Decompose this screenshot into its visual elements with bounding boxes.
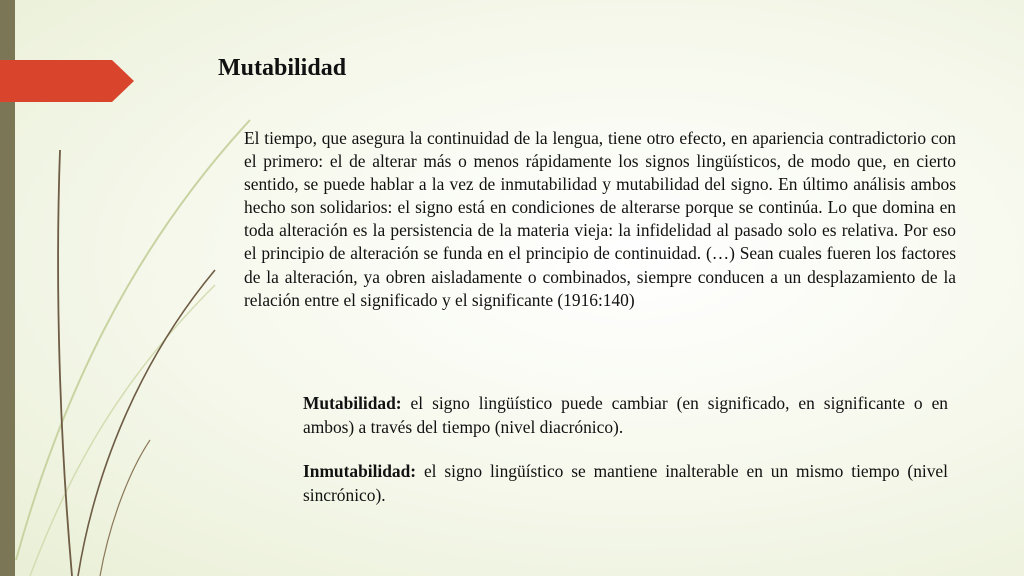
definition-text: el signo lingüístico puede cambiar (en significado, en significante o en ambos) a través del tiempo (nivel diacrónico). [303, 393, 948, 437]
accent-arrow [0, 60, 134, 102]
definition-text: el signo lingüístico se mantiene inalterable en un mismo tiempo (nivel sincrónico). [303, 461, 948, 505]
definition-inmutabilidad [303, 460, 948, 507]
stem-light-1 [16, 120, 250, 560]
stem-dark-1 [78, 270, 215, 576]
definition-term: Inmutabilidad: [303, 461, 417, 481]
quote-paragraph: El tiempo, que asegura la continuidad de la lengua, tiene otro efecto, en apariencia contradictorio con el primero: el de alterar más o menos rápidamente los signos lingüísticos, de modo que, en cierto sentido, se puede hablar a la vez de inmutabilidad y mutabilidad del signo. En último análisis ambos hecho son solidarios: el signo está en condiciones de alterarse porque se continúa. Lo que domina en toda alteración es la persistencia de la materia vieja: la infidelidad al pasado solo es relativa. Por eso el principio de alteración se funda en el principio de continuidad. (…) Sean cuales fueren los factores de la alteración, ya obren aisladamente o combinados, siempre conducen a un desplazamiento de la relación entre el significado y el significante (1916:140) [244, 128, 956, 310]
definition-mutabilidad [303, 392, 948, 439]
slide-title: Mutabilidad [218, 55, 347, 81]
definition-term: Mutabilidad: [303, 393, 402, 413]
stem-dark-2 [58, 150, 72, 576]
